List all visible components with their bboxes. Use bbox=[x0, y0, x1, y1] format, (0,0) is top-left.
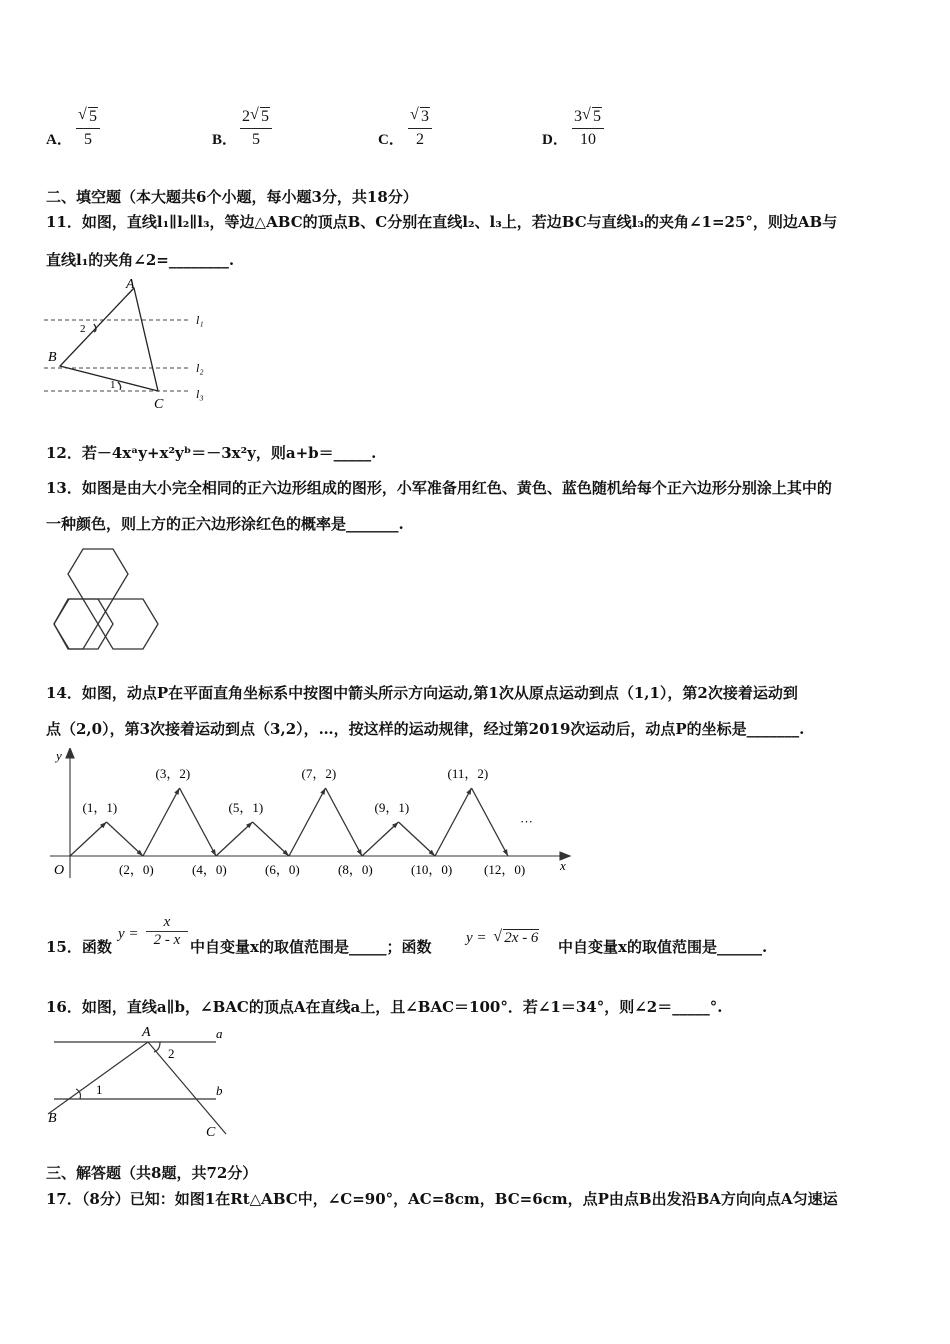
hexagon-bottom-left bbox=[54, 599, 98, 649]
option-c bbox=[378, 108, 458, 156]
tick-label: (6，0) bbox=[265, 862, 300, 877]
label-l3: l₃ bbox=[196, 387, 204, 401]
path-segment bbox=[399, 822, 436, 856]
peak-label: (11，2) bbox=[447, 766, 489, 781]
option-d-label: D． bbox=[542, 132, 568, 148]
label-angle-1: 1 bbox=[110, 379, 116, 391]
path-segment bbox=[326, 788, 363, 856]
q15-suffix: 中自变量x的取值范围是______. bbox=[558, 938, 768, 956]
option-c-label: C． bbox=[378, 132, 404, 148]
label-a: A bbox=[142, 1025, 151, 1040]
q15-function-2: y = √ 2x - 6 bbox=[466, 930, 539, 947]
peak-label: (9，1) bbox=[374, 800, 410, 815]
path-arrow bbox=[211, 849, 216, 856]
q11-line-2: 直线l₁的夹角∠2=________. bbox=[46, 251, 235, 269]
peak-label: (7，2) bbox=[301, 766, 337, 781]
label-angle-2: 2 bbox=[80, 323, 86, 335]
path-arrow bbox=[357, 849, 362, 856]
continuation-ellipsis: ··· bbox=[520, 814, 533, 829]
q15-prefix: 15．函数 bbox=[46, 938, 112, 956]
hexagon-top bbox=[68, 549, 128, 599]
tick-label: (8，0) bbox=[338, 862, 373, 877]
hexagon-bottom-right bbox=[98, 599, 158, 649]
hexagon-bottom-left-full bbox=[54, 599, 113, 649]
q11-line-1: 11．如图，直线l₁∥l₂∥l₃，等边△ABC的顶点B、C分别在直线l₂、l₃上，若边BC与直线l₃的夹角∠1=25°，则边AB与 bbox=[46, 213, 838, 231]
path-segment bbox=[143, 788, 180, 856]
peak-label: (5，1) bbox=[228, 800, 264, 815]
y-axis-arrow bbox=[66, 748, 74, 758]
label-b: B bbox=[48, 1111, 57, 1126]
path-segment bbox=[253, 822, 290, 856]
q15-middle: 中自变量x的取值范围是_____；函数 bbox=[190, 938, 432, 956]
path-segment bbox=[107, 822, 144, 856]
path-segment bbox=[289, 788, 326, 856]
q13-line-2: 一种颜色，则上方的正六边形涂红色的概率是_______. bbox=[46, 515, 404, 533]
path-segment bbox=[435, 788, 472, 856]
path-arrow bbox=[320, 788, 325, 795]
path-segment bbox=[180, 788, 217, 856]
path-arrow bbox=[174, 788, 179, 795]
peak-label: (1，1) bbox=[82, 800, 118, 815]
q14-line-1: 14．如图，动点P在平面直角坐标系中按图中箭头所示方向运动,第1次从原点运动到点（1,1），第2次接着运动到 bbox=[46, 684, 798, 702]
q14-zigzag-chart bbox=[40, 748, 580, 888]
path-segment bbox=[70, 822, 107, 856]
option-d-fraction: 3√ 5 10 bbox=[572, 108, 604, 149]
option-b bbox=[212, 108, 302, 156]
path-segment bbox=[362, 822, 399, 856]
label-a: A bbox=[126, 277, 135, 292]
option-c-fraction: √ 3 2 bbox=[408, 108, 432, 149]
segment-ab bbox=[48, 1042, 148, 1114]
triangle-abc bbox=[60, 288, 158, 391]
path-arrow bbox=[503, 849, 508, 856]
option-b-label: B． bbox=[212, 132, 238, 148]
q12-text: 12．若－4xᵃy+x²yᵇ＝－3x²y，则a+b＝_____. bbox=[46, 444, 377, 462]
option-a-fraction: √ 5 5 bbox=[76, 108, 100, 149]
label-l1: l₁ bbox=[196, 313, 204, 327]
origin-label: O bbox=[54, 863, 65, 878]
option-d bbox=[542, 108, 642, 156]
label-l2: l₂ bbox=[196, 361, 204, 375]
path-segment bbox=[216, 822, 253, 856]
tick-label: (12，0) bbox=[484, 862, 526, 877]
q16-figure bbox=[40, 1022, 240, 1142]
q14-line-2: 点（2,0），第3次接着运动到点（3,2），…，按这样的运动规律，经过第2019次运动后，动点P的坐标是_______. bbox=[46, 720, 805, 738]
label-angle-2: 2 bbox=[168, 1046, 175, 1061]
section-2-title: 二、填空题（本大题共6个小题，每小题3分，共18分） bbox=[46, 188, 418, 206]
label-c: C bbox=[206, 1125, 216, 1140]
axis-y-label: y bbox=[56, 748, 62, 763]
q13-line-1: 13．如图是由大小完全相同的正六边形组成的图形，小军准备用红色、黄色、蓝色随机给每个正六边形分别涂上其中的 bbox=[46, 479, 832, 497]
label-line-a: a bbox=[216, 1026, 223, 1041]
tick-label: (2，0) bbox=[119, 862, 154, 877]
q16-text: 16．如图，直线a∥b，∠BAC的顶点A在直线a上，且∠BAC＝100°．若∠1＝34°，则∠2＝_____°. bbox=[46, 998, 723, 1016]
peak-label: (3，2) bbox=[155, 766, 191, 781]
label-c: C bbox=[154, 397, 164, 412]
angle-1-arc bbox=[118, 382, 121, 390]
section-3-title: 三、解答题（共8题，共72分） bbox=[46, 1164, 258, 1182]
option-a bbox=[46, 108, 126, 156]
label-angle-1: 1 bbox=[96, 1082, 103, 1097]
label-line-b: b bbox=[216, 1083, 223, 1098]
segment-ac bbox=[148, 1042, 226, 1134]
option-b-fraction: 2√ 5 5 bbox=[240, 108, 272, 149]
label-b: B bbox=[48, 350, 57, 365]
angle-2-arc bbox=[94, 324, 96, 332]
axis-x-label: x bbox=[560, 858, 566, 873]
q17-text: 17．（8分）已知：如图1在Rt△ABC中，∠C=90°，AC=8cm，BC=6cm，点P由点B出发沿BA方向向点A匀速运 bbox=[46, 1190, 838, 1208]
path-segment bbox=[472, 788, 509, 856]
option-a-label: A． bbox=[46, 132, 72, 148]
path-arrow bbox=[466, 788, 471, 795]
q13-hexagon-figure bbox=[50, 545, 174, 655]
q11-figure bbox=[40, 276, 220, 414]
tick-label: (10，0) bbox=[411, 862, 453, 877]
tick-label: (4，0) bbox=[192, 862, 227, 877]
